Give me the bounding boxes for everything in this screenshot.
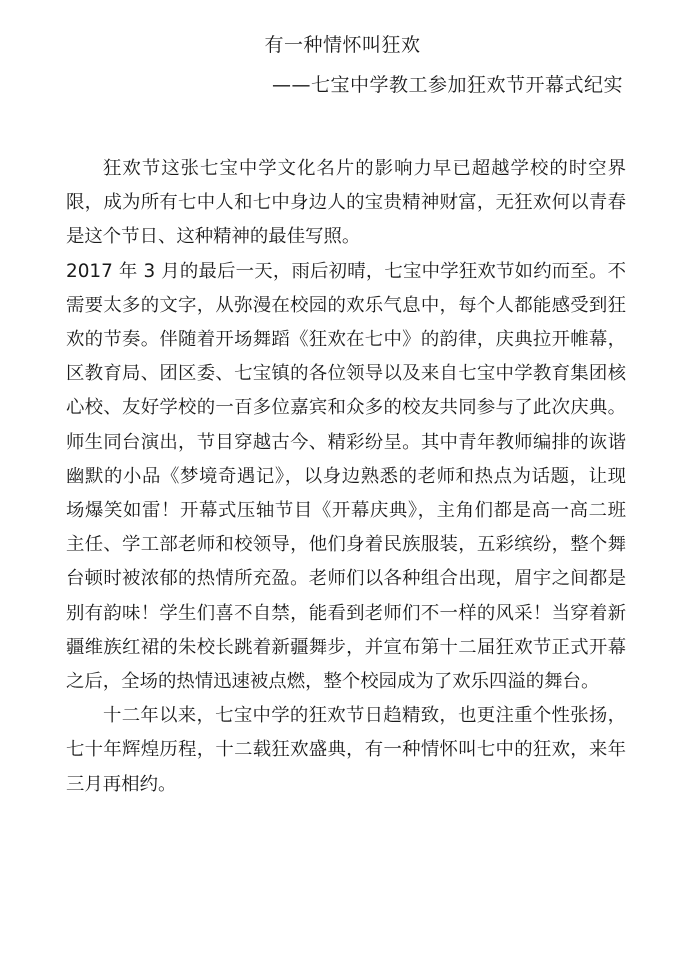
paragraph-event: 2017 年 3 月的最后一天，雨后初晴，七宝中学狂欢节如约而至。不需要太多的文字，从弥漫在校园的欢乐气息中，每个人都能感受到狂欢的节奏。伴随着开场舞蹈《狂欢在七中》的韵律，庆典拉开帷幕，区教育局、团区委、七宝镇的各位领导以及来自七宝中学教育集团核心校、友好学校的一百多位嘉宾和众多的校友共同参与了此次庆典。师生同台演出，节目穿越古今、精彩纷呈。其中青年教师编排的诙谐幽默的小品《梦境奇遇记》，以身边熟悉的老师和热点为话题，让现场爆笑如雷！开幕式压轴节目《开幕庆典》，主角们都是高一高二班主任、学工部老师和校领导，他们身着民族服装，五彩缤纷，整个舞台顿时被浓郁的热情所充盈。老师们以各种组合出现，眉宇之间都是别有韵味！学生们喜不自禁，能看到老师们不一样的风采！当穿着新疆维族红裙的朱校长跳着新疆舞步，并宣布第十二届狂欢节正式开幕之后，全场的热情迅速被点燃，整个校园成为了欢乐四溢的舞台。 <box>66 260 626 693</box>
paragraph-closing: 十二年以来，七宝中学的狂欢节日趋精致，也更注重个性张扬，七十年辉煌历程，十二载狂欢盛典，有一种情怀叫七中的狂欢，来年三月再相约。 <box>66 705 626 795</box>
document-body <box>66 152 626 802</box>
document-title: 有一种情怀叫狂欢 <box>264 34 421 56</box>
paragraph-intro: 狂欢节这张七宝中学文化名片的影响力早已超越学校的时空界限，成为所有七中人和七中身边人的宝贵精神财富，无狂欢何以青春是这个节日、这种精神的最佳写照。 <box>66 158 626 248</box>
document-subtitle: ——七宝中学教工参加狂欢节开幕式纪实 <box>271 74 623 96</box>
